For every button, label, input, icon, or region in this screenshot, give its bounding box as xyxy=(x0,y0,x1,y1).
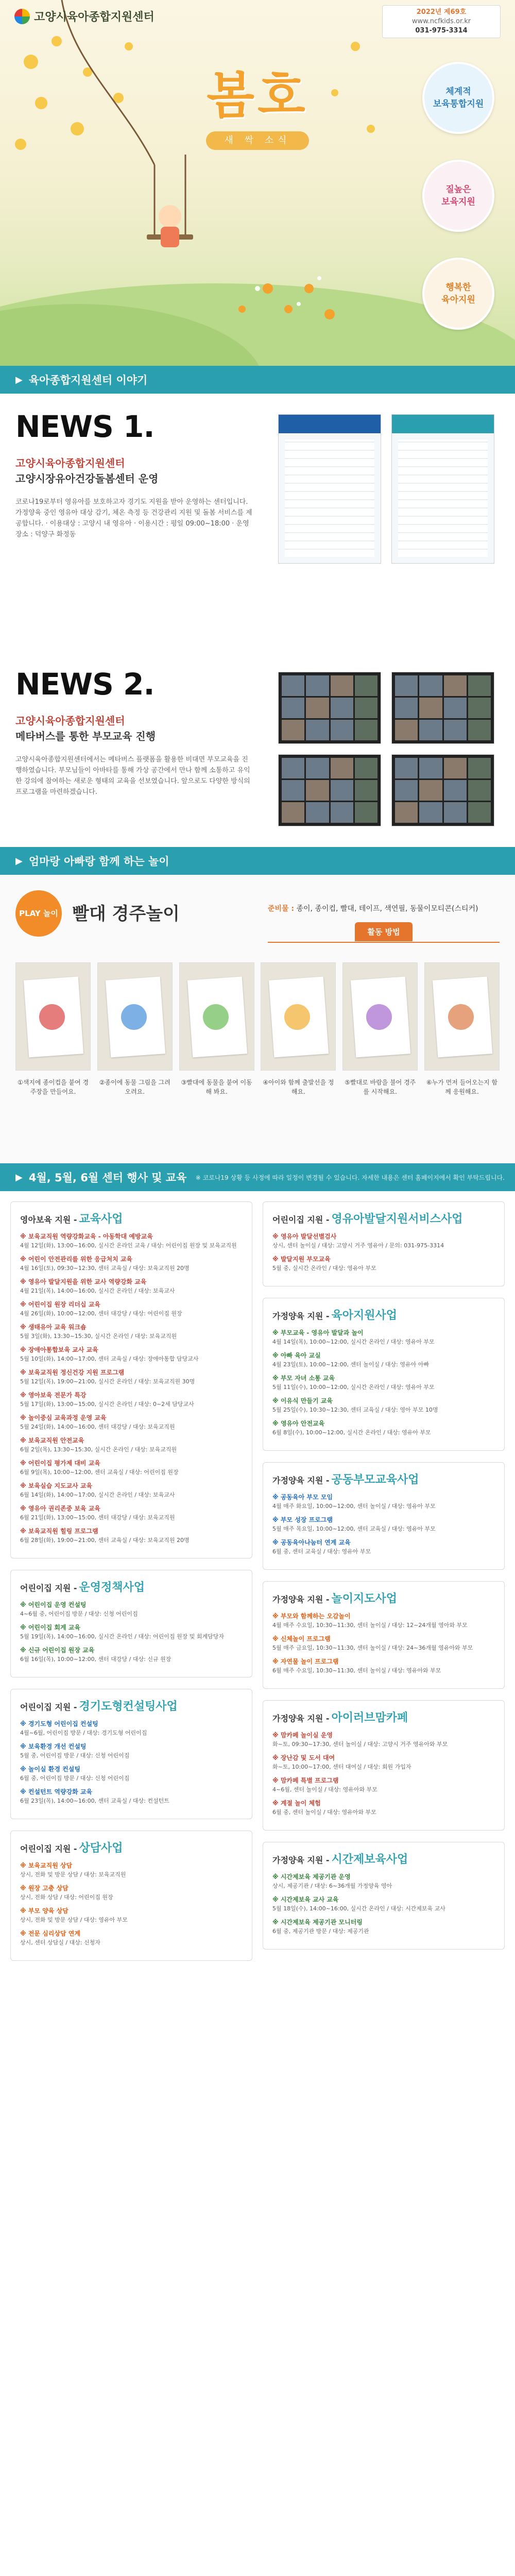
program-item xyxy=(272,1232,495,1250)
news-title-line2: 고양시장유아건강돌봄센터 운영 xyxy=(15,472,159,485)
program-card xyxy=(10,1831,252,1961)
program-item xyxy=(272,1754,495,1771)
program-item-detail: 5월 12일(목), 19:00~21:00, 실시간 온라인 / 대상: 보육교직원 30명 xyxy=(20,1378,195,1385)
program-item xyxy=(272,1255,495,1273)
program-item-title: ※ 부모 성장 프로그램 xyxy=(272,1516,333,1523)
news-poster-image xyxy=(391,414,494,564)
program-item-detail: 4월 12일(화), 13:00~16:00, 실시간 온라인 교육 / 대상: 어린이집 원장 및 보육교직원 xyxy=(20,1242,237,1249)
program-card-name: 시간제보육사업 xyxy=(331,1853,408,1866)
program-item-title: ※ 부모와 함께하는 오감놀이 xyxy=(272,1613,351,1620)
chevron-right-icon: ▶ xyxy=(15,855,23,867)
program-item-detail: 5월 중, 실시간 온라인 / 대상: 영유아 부모 xyxy=(272,1265,376,1272)
program-item xyxy=(20,1742,243,1760)
program-item-detail: 화~토, 10:00~17:00, 센터 대여실 / 대상: 회원 가입자 xyxy=(272,1764,411,1770)
program-card-title xyxy=(20,1579,243,1595)
play-step xyxy=(179,962,254,1096)
program-item-detail: 4월 21일(목), 14:00~16:00, 실시간 온라인 / 대상: 보육교사 xyxy=(20,1287,175,1294)
program-card-name: 영유아발달지원서비스사업 xyxy=(331,1213,463,1226)
news-title-line1: 고양시육아종합지원센터 xyxy=(15,715,125,727)
program-item-title: ※ 이유식 만들기 교육 xyxy=(272,1397,333,1404)
program-card-name: 놀이지도사업 xyxy=(331,1592,398,1605)
issue-subtitle: 새 싹 소식 xyxy=(206,131,309,150)
program-card-title xyxy=(272,1210,495,1226)
center-logo-text: 고양시육아종합지원센터 xyxy=(34,11,154,24)
metaverse-screenshot xyxy=(391,754,494,826)
step-caption: ⑥누가 먼저 들어오는지 함께 응원해요. xyxy=(426,1079,498,1095)
program-card-prefix: 어린이집 지원 - xyxy=(272,1215,330,1225)
issue-title: 봄호 xyxy=(207,66,308,125)
news-title-line2: 메타버스를 통한 부모교육 진행 xyxy=(15,730,156,742)
program-card xyxy=(263,1581,505,1689)
step-caption: ④아이와 함께 출발선을 정해요. xyxy=(263,1079,334,1095)
materials-list: 종이, 종이컵, 빨대, 테이프, 색연필, 동물이모티콘(스티커) xyxy=(296,905,478,913)
program-item-title: ※ 장난감 및 도서 대여 xyxy=(272,1754,335,1761)
program-card-title xyxy=(272,1709,495,1725)
play-materials xyxy=(268,903,478,913)
program-item-title: ※ 놀이중심 교육과정 운영 교육 xyxy=(20,1414,107,1421)
program-item-detail: 6월 21일(화), 13:00~15:00, 센터 대강당 / 대상: 보육교직원 xyxy=(20,1514,175,1521)
program-item-title: ※ 장애아통합보육 교사 교육 xyxy=(20,1346,98,1353)
program-card-name: 공동부모교육사업 xyxy=(331,1473,419,1486)
program-item-title: ※ 맘카페 특별 프로그램 xyxy=(272,1777,339,1784)
program-item-detail: 5월 매주 금요일, 10:30~11:30, 센터 놀이실 / 대상: 24~36개월 영유아와 부모 xyxy=(272,1645,473,1651)
section-bar-play xyxy=(0,847,515,875)
program-item-title: ※ 어린이집 원장 리더십 교육 xyxy=(20,1301,100,1308)
program-item-title: ※ 원장 고충 상담 xyxy=(20,1885,68,1892)
program-item-detail: 5월 19일(목), 14:00~16:00, 실시간 온라인 / 대상: 어린이집 원장 및 회계담당자 xyxy=(20,1633,224,1640)
program-item xyxy=(272,1612,495,1630)
program-item-detail: 5월 17일(화), 13:00~15:00, 실시간 온라인 / 대상: 0~2세 담당교사 xyxy=(20,1401,194,1408)
program-item-title: ※ 시간제보육 제공기관 운영 xyxy=(272,1873,351,1880)
poster-body xyxy=(398,439,488,557)
program-item-title: ※ 보육환경 개선 컨설팅 xyxy=(20,1743,87,1750)
nav-circle-quality-care[interactable] xyxy=(422,160,494,232)
program-item-title: ※ 놀이실 환경 컨설팅 xyxy=(20,1766,80,1773)
program-item xyxy=(272,1635,495,1652)
program-item xyxy=(20,1884,243,1902)
program-item-detail: 5월 매주 목요일, 10:00~12:00, 센터 교육실 / 대상: 영유아 부모 xyxy=(272,1526,436,1532)
program-item xyxy=(272,1374,495,1392)
program-item xyxy=(20,1391,243,1409)
program-item-title: ※ 경기도형 어린이집 컨설팅 xyxy=(20,1720,98,1727)
program-item-title: ※ 부모 자녀 소통 교육 xyxy=(272,1375,335,1382)
news-2-block xyxy=(0,651,515,847)
programs-block xyxy=(0,1191,515,2576)
program-item xyxy=(20,1504,243,1522)
center-logo[interactable] xyxy=(14,8,154,24)
program-item-detail: 상시, 제공기관 / 대상: 6~36개월 가정양육 영아 xyxy=(272,1883,392,1889)
program-card-title xyxy=(272,1590,495,1606)
news-poster-image xyxy=(278,414,381,564)
programs-right-column xyxy=(263,1201,505,1961)
program-card-name: 상담사업 xyxy=(79,1842,123,1855)
poster-body xyxy=(285,439,374,557)
news-heading: NEWS 1. xyxy=(15,409,154,444)
program-item xyxy=(272,1538,495,1556)
program-card-name: 교육사업 xyxy=(79,1213,123,1226)
poster-header xyxy=(279,415,381,433)
program-item xyxy=(20,1459,243,1477)
section-title: 육아종합지원센터 이야기 xyxy=(28,374,148,386)
play-step xyxy=(424,962,500,1096)
step-photo xyxy=(261,962,336,1071)
play-step xyxy=(15,962,91,1096)
issue-info-box xyxy=(382,5,501,38)
step-photo xyxy=(179,962,254,1071)
program-item-title: ※ 신규 어린이집 원장 교육 xyxy=(20,1647,95,1654)
program-item-title: ※ 영유아 발달지원을 위한 교사 역량강화 교육 xyxy=(20,1278,147,1285)
program-item xyxy=(20,1861,243,1879)
howto-label: 활동 방법 xyxy=(355,922,412,941)
program-item-title: ※ 영유아 권리존중 보육 교육 xyxy=(20,1505,100,1512)
program-item-detail: 6월 16일(목), 10:00~12:00, 센터 대강당 / 대상: 신규 원장 xyxy=(20,1656,171,1663)
program-item xyxy=(20,1278,243,1295)
program-item-title: ※ 보육교직원 역량강화교육 - 아동학대 예방교육 xyxy=(20,1233,153,1240)
program-card xyxy=(263,1700,505,1831)
nav-circle-label: 체계적 보육통합지원 xyxy=(433,87,484,109)
program-card-title xyxy=(272,1307,495,1323)
program-item-detail: 6월 28일(화), 19:00~21:00, 센터 교육실 / 대상: 보육교직원 20명 xyxy=(20,1537,190,1544)
program-item-detail: 4월 23일(토), 10:00~12:00, 센터 놀이실 / 대상: 영유아 아빠 xyxy=(272,1361,429,1368)
program-card-name: 육아지원사업 xyxy=(331,1309,398,1322)
news-title xyxy=(15,713,156,744)
program-item-title: ※ 보육교직원 힐링 프로그램 xyxy=(20,1528,98,1535)
hero-banner xyxy=(0,0,515,366)
program-item xyxy=(20,1907,243,1924)
program-card-prefix: 어린이집 지원 - xyxy=(20,1844,77,1854)
program-card-prefix: 가정양육 지원 - xyxy=(272,1714,330,1723)
program-item-title: ※ 영유아 발달선별검사 xyxy=(272,1233,337,1240)
program-card-prefix: 어린이집 지원 - xyxy=(20,1583,77,1593)
program-item-detail: 5월 25일(수), 10:30~12:30, 센터 교육실 / 대상: 영아 부모 10명 xyxy=(272,1406,438,1413)
program-item-title: ※ 보육교직원 안전교육 xyxy=(20,1437,84,1444)
program-item-detail: 5월 3일(화), 13:30~15:30, 실시간 온라인 / 대상: 보육교직원 xyxy=(20,1333,177,1340)
program-item xyxy=(20,1765,243,1783)
program-item-detail: 4월~6월, 어린이집 방문 / 대상: 경기도형 어린이집 xyxy=(20,1730,147,1736)
section-bar-story xyxy=(0,366,515,394)
program-item-title: ※ 발달지원 부모교육 xyxy=(272,1256,331,1263)
program-card xyxy=(10,1201,252,1558)
play-step xyxy=(97,962,173,1096)
program-item-title: ※ 영유아 안전교육 xyxy=(272,1420,325,1427)
program-item xyxy=(272,1731,495,1749)
program-item-title: ※ 아빠 육아 교실 xyxy=(272,1352,321,1359)
program-item-title: ※ 시간제보육 제공기관 모니터링 xyxy=(272,1919,363,1926)
program-item-title: ※ 보육교직원 상담 xyxy=(20,1862,73,1869)
program-item xyxy=(20,1601,243,1618)
program-item-title: ※ 계절 놀이 체험 xyxy=(272,1800,321,1807)
program-item-title: ※ 보육실습 지도교사 교육 xyxy=(20,1482,93,1489)
program-card-name: 운영정책사업 xyxy=(79,1581,145,1594)
program-item xyxy=(20,1300,243,1318)
program-item xyxy=(272,1776,495,1794)
program-item xyxy=(20,1482,243,1499)
program-item-detail: 5월 18일(수), 14:00~16:00, 실시간 온라인 / 대상: 시간제보육 교사 xyxy=(272,1905,445,1912)
nav-circle-childcare-support[interactable] xyxy=(422,62,494,134)
program-card-name: 경기도형컨설팅사업 xyxy=(79,1700,178,1713)
program-item-detail: 6월 9일(목), 10:00~12:00, 센터 교육실 / 대상: 어린이집 원장 xyxy=(20,1469,179,1476)
program-item-detail: 5월 중, 어린이집 방문 / 대상: 신청 어린이집 xyxy=(20,1752,130,1759)
step-photo xyxy=(424,962,500,1071)
news-heading: NEWS 2. xyxy=(15,667,154,702)
chevron-right-icon: ▶ xyxy=(15,374,23,385)
program-item xyxy=(272,1493,495,1511)
program-item xyxy=(20,1646,243,1664)
program-card xyxy=(10,1570,252,1677)
program-item-title: ※ 시간제보육 교사 교육 xyxy=(272,1896,339,1903)
step-caption: ③빨대에 동물을 붙여 이동해 봐요. xyxy=(181,1079,252,1095)
program-item xyxy=(20,1929,243,1947)
program-card xyxy=(263,1842,505,1950)
section-title: 4월, 5월, 6월 센터 행사 및 교육 xyxy=(28,1172,187,1184)
program-card-title xyxy=(20,1698,243,1714)
program-item-detail: 상시, 전화 및 방문 상담 / 대상: 영유아 부모 xyxy=(20,1917,128,1923)
program-item-detail: 6월 중, 제공기관 방문 / 대상: 제공기관 xyxy=(272,1928,369,1935)
program-item-detail: 6월 중, 어린이집 방문 / 대상: 신청 어린이집 xyxy=(20,1775,130,1782)
program-item-detail: 4월 매주 수요일, 10:30~11:30, 센터 놀이실 / 대상: 12~24개월 영아와 부모 xyxy=(272,1622,468,1629)
poster-header xyxy=(392,415,494,433)
howto-header xyxy=(268,922,500,943)
program-item-detail: 상시, 전화 및 방문 상담 / 대상: 보육교직원 xyxy=(20,1871,126,1878)
program-item-title: ※ 생태유아 교육 워크숍 xyxy=(20,1324,87,1331)
program-item-detail: 5월 24일(화), 14:00~16:00, 센터 대강당 / 대상: 보육교직원 xyxy=(20,1423,175,1430)
program-card-prefix: 가정양육 지원 - xyxy=(272,1311,330,1321)
program-card-title xyxy=(272,1851,495,1867)
phone-number: 031-975-3314 xyxy=(415,27,468,35)
program-card xyxy=(10,1689,252,1819)
program-item-detail: 5월 10일(화), 14:00~17:00, 센터 교육실 / 대상: 장애아통합 담당교사 xyxy=(20,1355,199,1362)
play-badge: PLAY 놀이 xyxy=(15,890,62,937)
news-title xyxy=(15,455,158,486)
step-caption: ②종이에 동물 그림을 그려 오려요. xyxy=(99,1079,170,1095)
program-item xyxy=(20,1623,243,1641)
play-steps xyxy=(15,962,500,1096)
program-card-title xyxy=(20,1210,243,1226)
program-card-title xyxy=(20,1839,243,1855)
program-item xyxy=(272,1873,495,1890)
materials-label: 준비물 : xyxy=(268,905,295,913)
step-photo xyxy=(15,962,91,1071)
program-item-detail: 6월 매주 수요일, 10:30~11:30, 센터 놀이실 / 대상: 영유아와 부모 xyxy=(272,1667,441,1674)
program-item xyxy=(20,1346,243,1363)
step-caption: ⑤빨대로 바람을 불어 경주를 시작해요. xyxy=(345,1079,416,1095)
program-item-detail: 5월 11일(수), 10:00~12:00, 실시간 온라인 / 대상: 영유아 부모 xyxy=(272,1384,435,1391)
center-logo-icon xyxy=(14,9,30,24)
program-item-detail: 4~6월, 센터 놀이실 / 대상: 영유아와 부모 xyxy=(272,1786,377,1793)
section-title: 엄마랑 아빠랑 함께 하는 놀이 xyxy=(28,855,169,868)
program-item-detail: 4월 14일(목), 10:00~12:00, 실시간 온라인 / 대상: 영유아 부모 xyxy=(272,1338,435,1345)
program-item-title: ※ 자연물 놀이 프로그램 xyxy=(272,1658,339,1665)
program-item xyxy=(272,1516,495,1533)
program-item-title: ※ 어린이집 회계 교육 xyxy=(20,1624,80,1631)
program-item-title: ※ 보육교직원 정신건강 지원 프로그램 xyxy=(20,1369,125,1376)
play-title: 빨대 경주놀이 xyxy=(72,904,180,924)
program-item-title: ※ 컨설턴트 역량강화 교육 xyxy=(20,1788,93,1795)
program-item-title: ※ 어린이 안전관리를 위한 응급처치 교육 xyxy=(20,1256,133,1263)
news-1-block xyxy=(0,394,515,651)
program-item xyxy=(20,1788,243,1805)
issue-number: 2022년 제69호 xyxy=(416,8,467,16)
program-item-detail: 6월 14일(화), 14:00~17:00, 실시간 온라인 / 대상: 보육교사 xyxy=(20,1492,175,1498)
program-item xyxy=(20,1368,243,1386)
program-card-name: 아이러브맘카페 xyxy=(331,1711,408,1724)
program-item xyxy=(272,1918,495,1936)
news-title-line1: 고양시육아종합지원센터 xyxy=(15,457,125,469)
program-item xyxy=(272,1397,495,1414)
chevron-right-icon: ▶ xyxy=(15,1172,23,1183)
program-item xyxy=(20,1255,243,1273)
program-item-title: ※ 공동육아나눔터 연계 교육 xyxy=(272,1539,351,1546)
metaverse-screenshot xyxy=(278,754,381,826)
program-item-detail: 6월 23일(목), 14:00~16:00, 센터 교육실 / 대상: 컨설턴트 xyxy=(20,1798,169,1804)
step-photo xyxy=(342,962,418,1071)
play-step xyxy=(342,962,418,1096)
program-card xyxy=(263,1298,505,1451)
program-item xyxy=(20,1527,243,1545)
program-item-title: ※ 맘카페 놀이실 운영 xyxy=(272,1732,333,1739)
news-body: 고양시육아종합지원센터에서는 메타버스 플랫폼을 활용한 비대면 부모교육을 진행하였습니다. 부모님들이 아바타를 통해 가상 공간에서 만나 함께 소통하고 유익한 강의에 참여하는 새로운 형태의 교육을 선보였습니다. 앞으로도 다양한 방식의 프로그램을 마련하겠습니다. xyxy=(15,756,250,796)
program-item xyxy=(272,1351,495,1369)
program-item-detail: 상시, 전화 상담 / 대상: 어린이집 원장 xyxy=(20,1894,113,1901)
play-activity-block xyxy=(0,875,515,1163)
program-item-title: ※ 영아보육 전문가 특강 xyxy=(20,1392,87,1399)
programs-left-column xyxy=(10,1201,252,1972)
program-item xyxy=(20,1414,243,1431)
program-item xyxy=(272,1419,495,1437)
program-item-title: ※ 전문 심리상담 연계 xyxy=(20,1930,80,1937)
website-link[interactable]: www.ncfkids.or.kr xyxy=(411,18,471,25)
news-body: 코로나19로부터 영유아를 보호하고자 경기도 지원을 받아 운영하는 센터입니다. 가정양육 중인 영유아 대상 감기, 체온 측정 등 건강관리 지원 및 돌봄 서비스를 제공합니다. · 이용대상 : 고양시 내 영유아 · 이용시간 : 평일 09:00~18:00 · 운영장소 : 덕양구 화정동 xyxy=(15,498,252,538)
nav-circle-parenting-support[interactable] xyxy=(422,258,494,330)
program-item xyxy=(20,1720,243,1737)
section-note: ※ 코로나19 상황 등 사정에 따라 일정이 변경될 수 있습니다. 자세한 내용은 센터 홈페이지에서 확인 부탁드립니다. xyxy=(195,1174,505,1181)
program-item xyxy=(272,1329,495,1346)
program-item-detail: 6월 8일(수), 10:00~12:00, 실시간 온라인 / 대상: 영유아 부모 xyxy=(272,1429,431,1436)
program-card-prefix: 가정양육 지원 - xyxy=(272,1855,330,1865)
program-item xyxy=(20,1323,243,1341)
program-item-detail: 4월 매주 화요일, 10:00~12:00, 센터 놀이실 / 대상: 영유아 부모 xyxy=(272,1503,436,1510)
program-item-detail: 6월 2일(목), 13:30~15:30, 실시간 온라인 / 대상: 보육교직원 xyxy=(20,1446,177,1453)
program-item-detail: 4월 26일(화), 10:00~12:00, 센터 대강당 / 대상: 어린이집 원장 xyxy=(20,1310,182,1317)
step-caption: ①색지에 종이컵을 붙여 경주장을 만들어요. xyxy=(17,1079,89,1095)
nav-circle-label: 행복한 육아지원 xyxy=(441,282,475,305)
nav-circle-label: 질높은 보육지원 xyxy=(441,184,475,207)
program-item-detail: 6월 중, 센터 교육실 / 대상: 영유아 부모 xyxy=(272,1548,371,1555)
program-card-prefix: 가정양육 지원 - xyxy=(272,1476,330,1485)
program-card-title xyxy=(272,1471,495,1487)
metaverse-screenshot xyxy=(278,672,381,744)
metaverse-screenshot xyxy=(391,672,494,744)
program-item-title: ※ 부모 양육 상담 xyxy=(20,1907,68,1914)
program-card xyxy=(263,1462,505,1570)
play-step xyxy=(261,962,336,1096)
program-item xyxy=(272,1657,495,1675)
program-item-title: ※ 어린이집 운영 컨설팅 xyxy=(20,1601,87,1608)
program-card xyxy=(263,1201,505,1286)
program-item xyxy=(272,1799,495,1817)
program-item-title: ※ 신체놀이 프로그램 xyxy=(272,1635,331,1642)
step-photo xyxy=(97,962,173,1071)
program-item-detail: 상시, 센터 상담실 / 대상: 신청자 xyxy=(20,1939,100,1946)
program-item-title: ※ 어린이집 평가제 대비 교육 xyxy=(20,1460,100,1467)
program-item-title: ※ 공동육아 부모 모임 xyxy=(272,1494,333,1501)
program-item-title: ※ 부모교육 - 영유아 발달과 놀이 xyxy=(272,1329,364,1336)
program-card-prefix: 영아보육 지원 - xyxy=(20,1215,77,1225)
program-item-detail: 6월 중, 센터 놀이실 / 대상: 영유아와 부모 xyxy=(272,1809,376,1816)
program-item-detail: 화~토, 09:30~17:30, 센터 놀이실 / 대상: 고양시 거주 영유아와 부모 xyxy=(272,1741,448,1748)
program-item xyxy=(20,1436,243,1454)
program-item xyxy=(272,1895,495,1913)
program-item-detail: 4월 16일(토), 09:30~12:30, 센터 교육실 / 대상: 보육교직원 20명 xyxy=(20,1265,190,1272)
program-card-prefix: 어린이집 지원 - xyxy=(20,1702,77,1712)
program-item xyxy=(20,1232,243,1250)
section-bar-events xyxy=(0,1163,515,1191)
program-item-detail: 4~6월 중, 어린이집 방문 / 대상: 신청 어린이집 xyxy=(20,1611,138,1617)
hero-topbar xyxy=(0,0,515,35)
program-card-prefix: 가정양육 지원 - xyxy=(272,1595,330,1604)
program-item-detail: 상시, 센터 놀이실 / 대상: 고양시 거주 영유아 / 문의: 031-975-3314 xyxy=(272,1242,444,1249)
